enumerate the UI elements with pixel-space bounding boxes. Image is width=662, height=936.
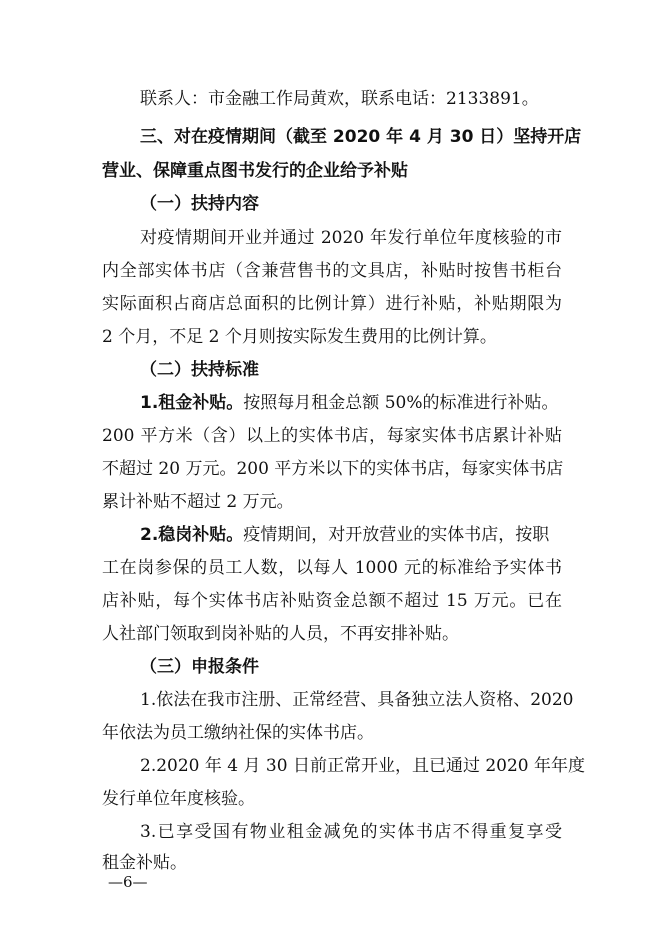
rent-subsidy-line: 不超过 20 万元。200 平方米以下的实体书店，每家实体书店: [102, 459, 564, 479]
condition-2-line-2: 发行单位年度核验。: [102, 789, 255, 809]
job-subsidy-line: 店补贴，每个实体书店补贴资金总额不超过 15 万元。已在: [102, 591, 562, 611]
rent-subsidy-line: 累计补贴不超过 2 万元。: [102, 492, 294, 512]
job-subsidy-text: 疫情期间，对开放营业的实体书店，按职: [243, 525, 550, 545]
condition-3-line-1: 3.已享受国有物业租金减免的实体书店不得重复享受: [140, 822, 562, 842]
job-subsidy-line: 工在岗参保的员工人数，以每人 1000 元的标准给予实体书: [102, 558, 562, 578]
rent-subsidy-label: 1.租金补贴。: [140, 393, 244, 413]
job-subsidy-line-1: [140, 524, 549, 546]
sub1-paragraph-line: 实际面积占商店总面积的比例计算）进行补贴，补贴期限为: [102, 294, 562, 314]
page-number: —6—: [108, 873, 148, 891]
condition-3-line-2: 租金补贴。: [102, 853, 187, 873]
rent-subsidy-text: 按照每月租金总额 50%的标准进行补贴。: [243, 393, 559, 413]
rent-subsidy-line-1: [140, 392, 559, 414]
section-3-title-line-2: 营业、保障重点图书发行的企业给予补贴: [102, 161, 408, 181]
subsection-3-heading: （三）申报条件: [140, 657, 259, 677]
sub1-paragraph-line: 内全部实体书店（含兼营售书的文具店，补贴时按售书柜台: [102, 261, 562, 281]
contact-line: 联系人：市金融工作局黄欢，联系电话：2133891。: [140, 89, 539, 109]
condition-1-line-1: 1.依法在我市注册、正常经营、具备独立法人资格、2020: [140, 690, 574, 710]
subsection-1-heading: （一）扶持内容: [140, 194, 259, 214]
sub1-paragraph-line: 2 个月，不足 2 个月则按实际发生费用的比例计算。: [102, 327, 497, 347]
rent-subsidy-line: 200 平方米（含）以上的实体书店，每家实体书店累计补贴: [102, 426, 562, 446]
job-subsidy-line: 人社部门领取到岗补贴的人员，不再安排补贴。: [102, 624, 459, 644]
section-3-title-line-1: 三、对在疫情期间（截至 2020 年 4 月 30 日）坚持开店: [140, 127, 582, 147]
condition-2-line-1: 2.2020 年 4 月 30 日前正常开业，且已通过 2020 年年度: [140, 756, 586, 776]
sub1-paragraph-line: 对疫情期间开业并通过 2020 年发行单位年度核验的市: [140, 228, 562, 248]
subsection-2-heading: （二）扶持标准: [140, 360, 259, 380]
job-subsidy-label: 2.稳岗补贴。: [140, 525, 244, 545]
condition-1-line-2: 年依法为员工缴纳社保的实体书店。: [102, 723, 374, 743]
